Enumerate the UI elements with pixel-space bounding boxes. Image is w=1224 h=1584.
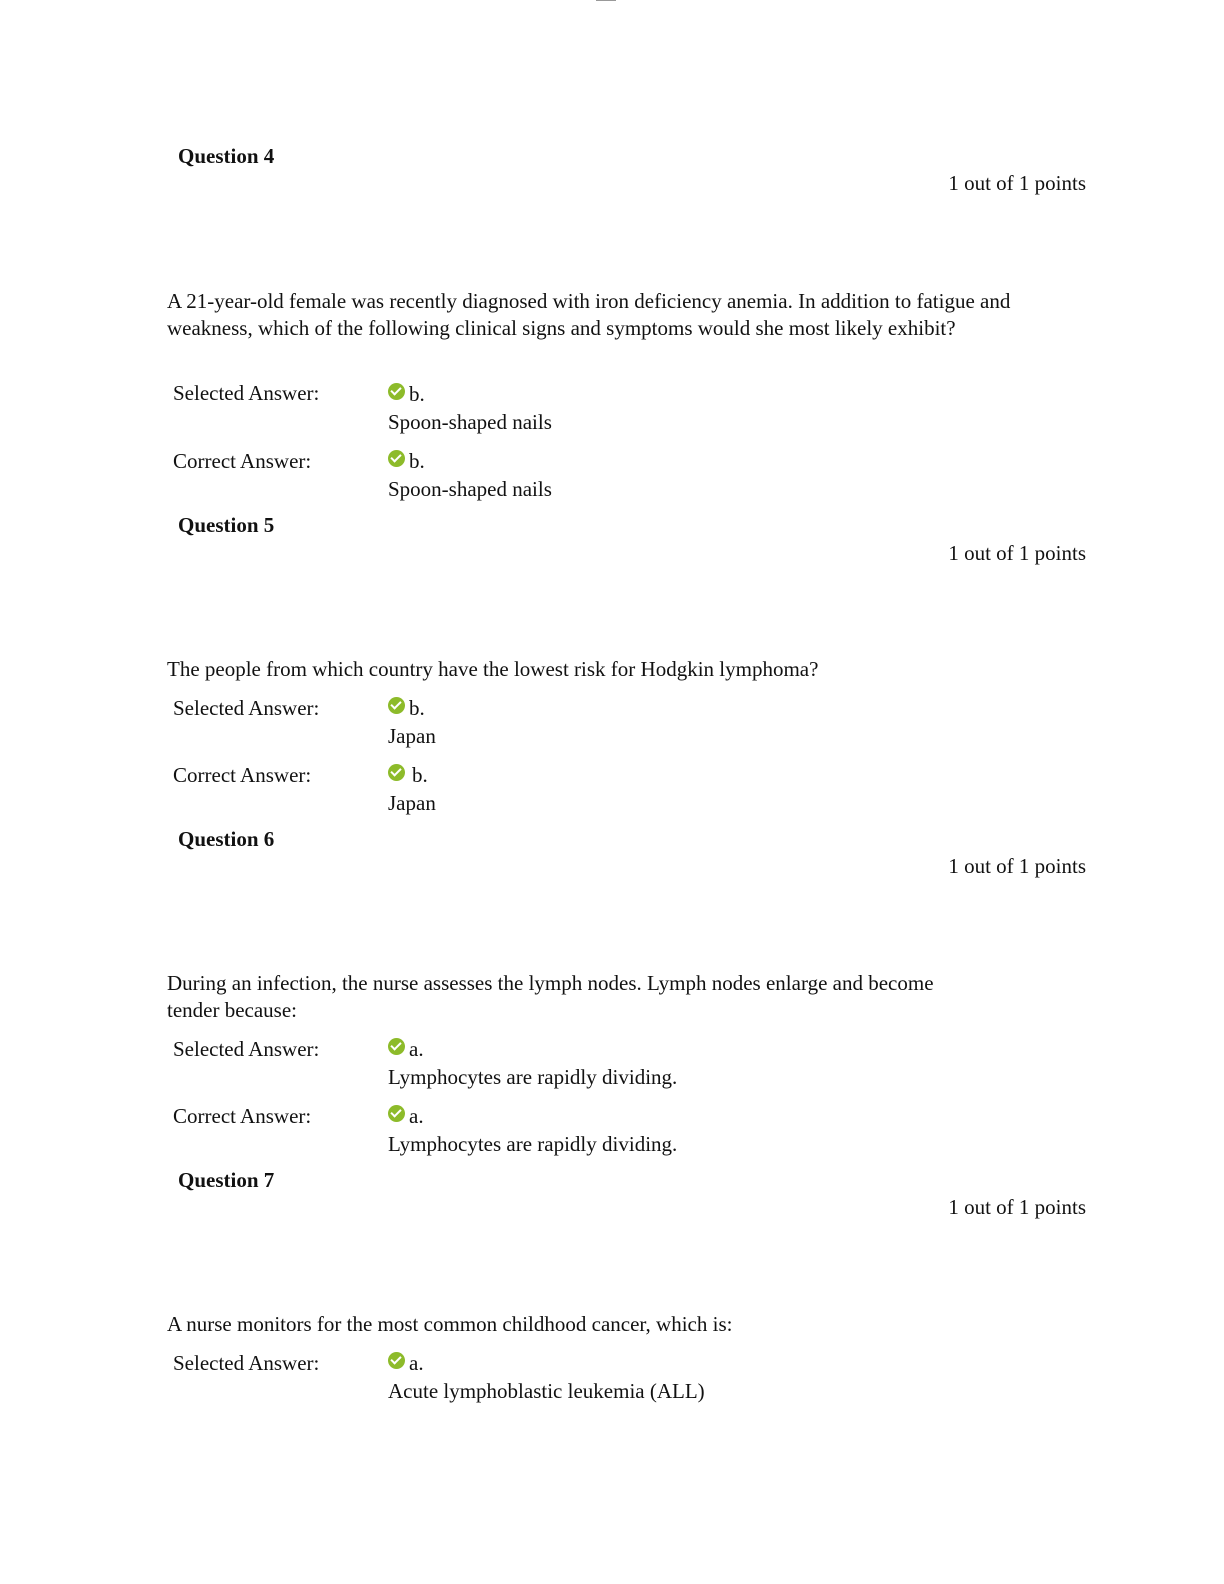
question-text: A 21-year-old female was recently diagnosed with iron deficiency anemia. In addition to fatigue and weakness, which of the following clinical signs and symptoms would she most likely exhibit? <box>167 289 1011 340</box>
selected-answer-letter: a. <box>409 1351 424 1375</box>
selected-answer-choice <box>388 695 425 722</box>
correct-answer-letter: a. <box>409 1104 424 1128</box>
question-title: Question 6 <box>178 827 275 851</box>
selected-answer-label: Selected Answer: <box>173 1351 320 1375</box>
correct-answer-label: Correct Answer: <box>173 449 312 473</box>
selected-answer-text: Lymphocytes are rapidly dividing. <box>388 1065 678 1089</box>
correct-answer-text: Japan <box>388 791 436 815</box>
page-header-mark <box>596 0 616 3</box>
correct-answer-label: Correct Answer: <box>173 1104 312 1128</box>
check-circle-icon <box>388 450 405 467</box>
question-points: 1 out of 1 points <box>948 1195 1086 1219</box>
selected-answer-label: Selected Answer: <box>173 696 320 720</box>
question-title: Question 5 <box>178 513 275 537</box>
correct-answer-choice <box>388 448 425 475</box>
correct-answer-letter: b. <box>412 763 428 787</box>
question-title: Question 4 <box>178 144 275 168</box>
check-circle-icon <box>388 383 405 400</box>
correct-answer-choice <box>388 1103 424 1130</box>
selected-answer-label: Selected Answer: <box>173 1037 320 1061</box>
selected-answer-text: Spoon-shaped nails <box>388 410 552 434</box>
selected-answer-letter: b. <box>409 696 425 720</box>
selected-answer-choice <box>388 381 425 408</box>
selected-answer-choice <box>388 1036 424 1063</box>
question-points: 1 out of 1 points <box>948 541 1086 565</box>
selected-answer-text: Acute lymphoblastic leukemia (ALL) <box>388 1379 705 1403</box>
selected-answer-letter: b. <box>409 382 425 406</box>
check-circle-icon <box>388 1038 405 1055</box>
correct-answer-label: Correct Answer: <box>173 763 312 787</box>
check-circle-icon <box>388 697 405 714</box>
question-text: A nurse monitors for the most common childhood cancer, which is: <box>167 1312 733 1336</box>
selected-answer-choice <box>388 1350 424 1377</box>
selected-answer-label: Selected Answer: <box>173 381 320 405</box>
question-points: 1 out of 1 points <box>948 854 1086 878</box>
check-circle-icon <box>388 764 405 781</box>
question-title: Question 7 <box>178 1168 275 1192</box>
selected-answer-text: Japan <box>388 724 436 748</box>
correct-answer-choice <box>388 762 428 789</box>
correct-answer-text: Lymphocytes are rapidly dividing. <box>388 1132 678 1156</box>
selected-answer-letter: a. <box>409 1037 424 1061</box>
question-points: 1 out of 1 points <box>948 171 1086 195</box>
question-text: The people from which country have the lowest risk for Hodgkin lymphoma? <box>167 657 819 681</box>
question-text: During an infection, the nurse assesses the lymph nodes. Lymph nodes enlarge and become tender because: <box>167 971 934 1022</box>
check-circle-icon <box>388 1352 405 1369</box>
check-circle-icon <box>388 1105 405 1122</box>
correct-answer-text: Spoon-shaped nails <box>388 477 552 501</box>
correct-answer-letter: b. <box>409 449 425 473</box>
